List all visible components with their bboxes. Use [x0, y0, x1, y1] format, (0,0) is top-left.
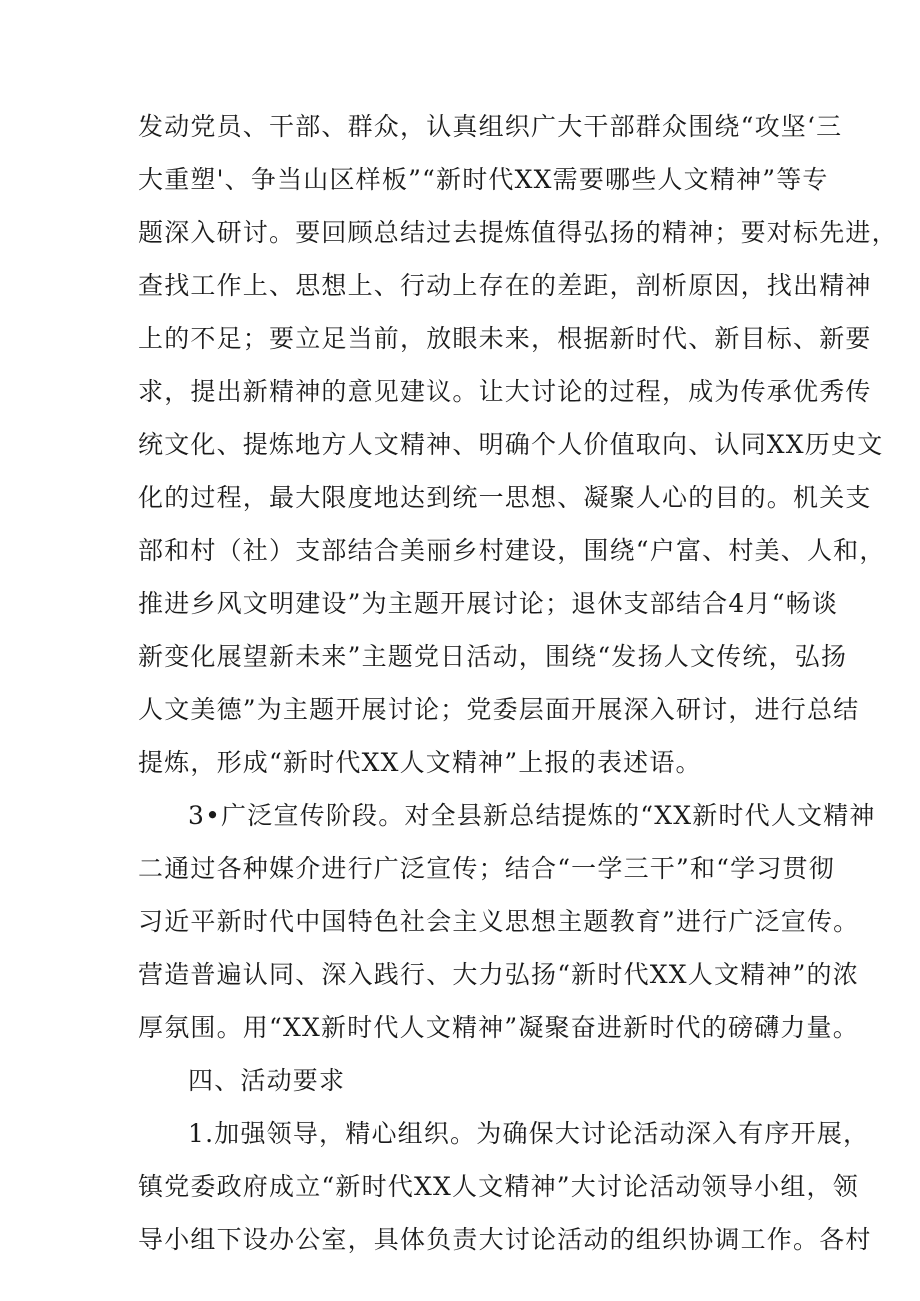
text-line: 厚氛围。用“XX新时代人文精神”凝聚奋进新时代的磅礴力量。	[138, 1013, 859, 1042]
text-line: 题深入研讨。要回顾总结过去提炼值得弘扬的精神；要对标先进，	[138, 218, 898, 247]
text-line: 人文美德”为主题开展讨论；党委层面开展深入研讨，进行总结	[138, 695, 860, 724]
text-line: 营造普遍认同、深入践行、大力弘扬“新时代XX人文精神”的浓	[138, 960, 859, 989]
section-heading: 四、活动要求	[188, 1066, 346, 1095]
text-line: 提炼，形成“新时代XX人文精神”上报的表述语。	[138, 748, 702, 777]
text-line: 上的不足；要立足当前，放眼未来，根据新时代、新目标、新要	[138, 324, 872, 353]
text-line: 化的过程，最大限度地达到统一思想、凝聚人心的目的。机关支	[138, 483, 872, 512]
text-line: 推进乡风文明建设”为主题开展讨论；退休支部结合4月“畅谈	[138, 589, 839, 618]
text-line: 部和村（社）支部结合美丽乡村建设，围绕“户富、村美、人和，	[138, 536, 886, 565]
text-line: 大重塑'、争当山区样板”“新时代XX需要哪些人文精神”等专	[138, 165, 829, 194]
text-line: 统文化、提炼地方人文精神、明确个人价值取向、认同XX历史文	[138, 430, 884, 459]
text-line: 习近平新时代中国特色社会主义思想主题教育”进行广泛宣传。	[138, 907, 860, 936]
paragraph-first-line: 3•广泛宣传阶段。对全县新总结提炼的“XX新时代人文精神	[188, 801, 876, 830]
text-line: 发动党员、干部、群众，认真组织广大干部群众围绕“攻坚‘三	[138, 112, 843, 141]
text-line: 二通过各种媒介进行广泛宣传；结合“一学三干”和“学习贯彻	[138, 854, 835, 883]
text-line: 求，提出新精神的意见建议。让大讨论的过程，成为传承优秀传	[138, 377, 872, 406]
text-line: 新变化展望新未来”主题党日活动，围绕“发扬人文传统，弘扬	[138, 642, 848, 671]
paragraph-first-line: 1.加强领导，精心组织。为确保大讨论活动深入有序开展，	[188, 1119, 870, 1148]
text-line: 查找工作上、思想上、行动上存在的差距，剖析原因，找出精神	[138, 271, 872, 300]
text-line: 导小组下设办公室，具体负责大讨论活动的组织协调工作。各村	[138, 1225, 872, 1254]
text-line: 镇党委政府成立“新时代XX人文精神”大讨论活动领导小组，领	[138, 1172, 859, 1201]
